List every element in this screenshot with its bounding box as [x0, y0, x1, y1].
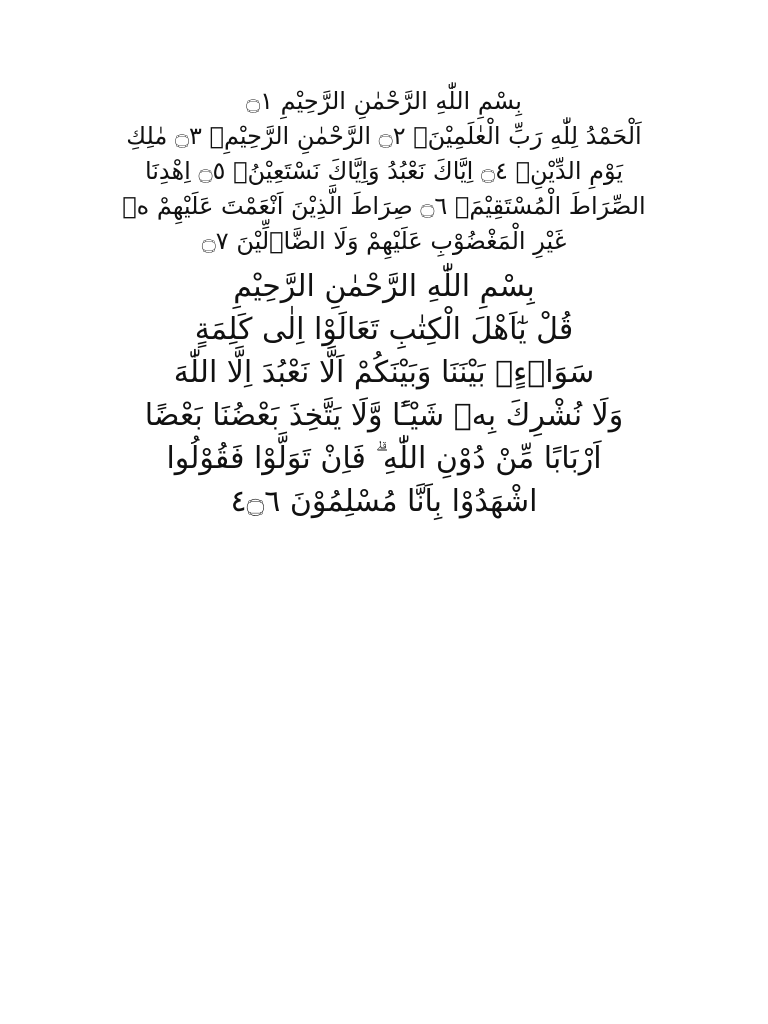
verse-line: اَلْحَمْدُ لِلّٰهِ رَبِّ الْعٰلَمِيْنَۙ ۝٢ الرَّحْمٰنِ الرَّحِيْمِۙ ۝٣ مٰلِكِ: [126, 122, 642, 150]
verse-line: بِسْمِ اللّٰهِ الرَّحْمٰنِ الرَّحِيْمِ: [233, 269, 535, 304]
verse-line: اَرْبَابًا مِّنْ دُوْنِ اللّٰهِ ۗ فَاِنْ تَوَلَّوْا فَقُوْلُوا: [166, 441, 602, 476]
verse-line: وَلَا نُشْرِكَ بِهٖ شَيْـًٔا وَّلَا يَتَّخِذَ بَعْضُنَا بَعْضًا: [144, 398, 624, 433]
verse-line: الصِّرَاطَ الْمُسْتَقِيْمَۙ ۝٦ صِرَاطَ الَّذِيْنَ اَنْعَمْتَ عَلَيْهِمْ ەۙ: [122, 192, 646, 220]
verse-line: سَوَاۤءٍۢ بَيْنَنَا وَبَيْنَكُمْ اَلَّا نَعْبُدَ اِلَّا اللّٰهَ: [173, 355, 595, 390]
verse-line: بِسْمِ اللّٰهِ الرَّحْمٰنِ الرَّحِيْمِ ۝١: [246, 87, 522, 115]
verse-line: اشْهَدُوْا بِاَنَّا مُسْلِمُوْنَ ٤۝٦: [230, 484, 538, 519]
quran-passage-fatiha: [40, 84, 728, 259]
verse-line: يَوْمِ الدِّيْنِۗ ۝٤ اِيَّاكَ نَعْبُدُ وَاِيَّاكَ نَسْتَعِيْنُۗ ۝٥ اِهْدِنَا: [144, 157, 624, 185]
verse-line: قُلْ يٰٓاَهْلَ الْكِتٰبِ تَعَالَوْا اِلٰى كَلِمَةٍ: [194, 312, 574, 347]
verse-line: غَيْرِ الْمَغْضُوْبِ عَلَيْهِمْ وَلَا الضَّاۤلِّيْنَ ۝٧: [201, 227, 567, 255]
quran-passage-al-imran: [40, 265, 728, 523]
